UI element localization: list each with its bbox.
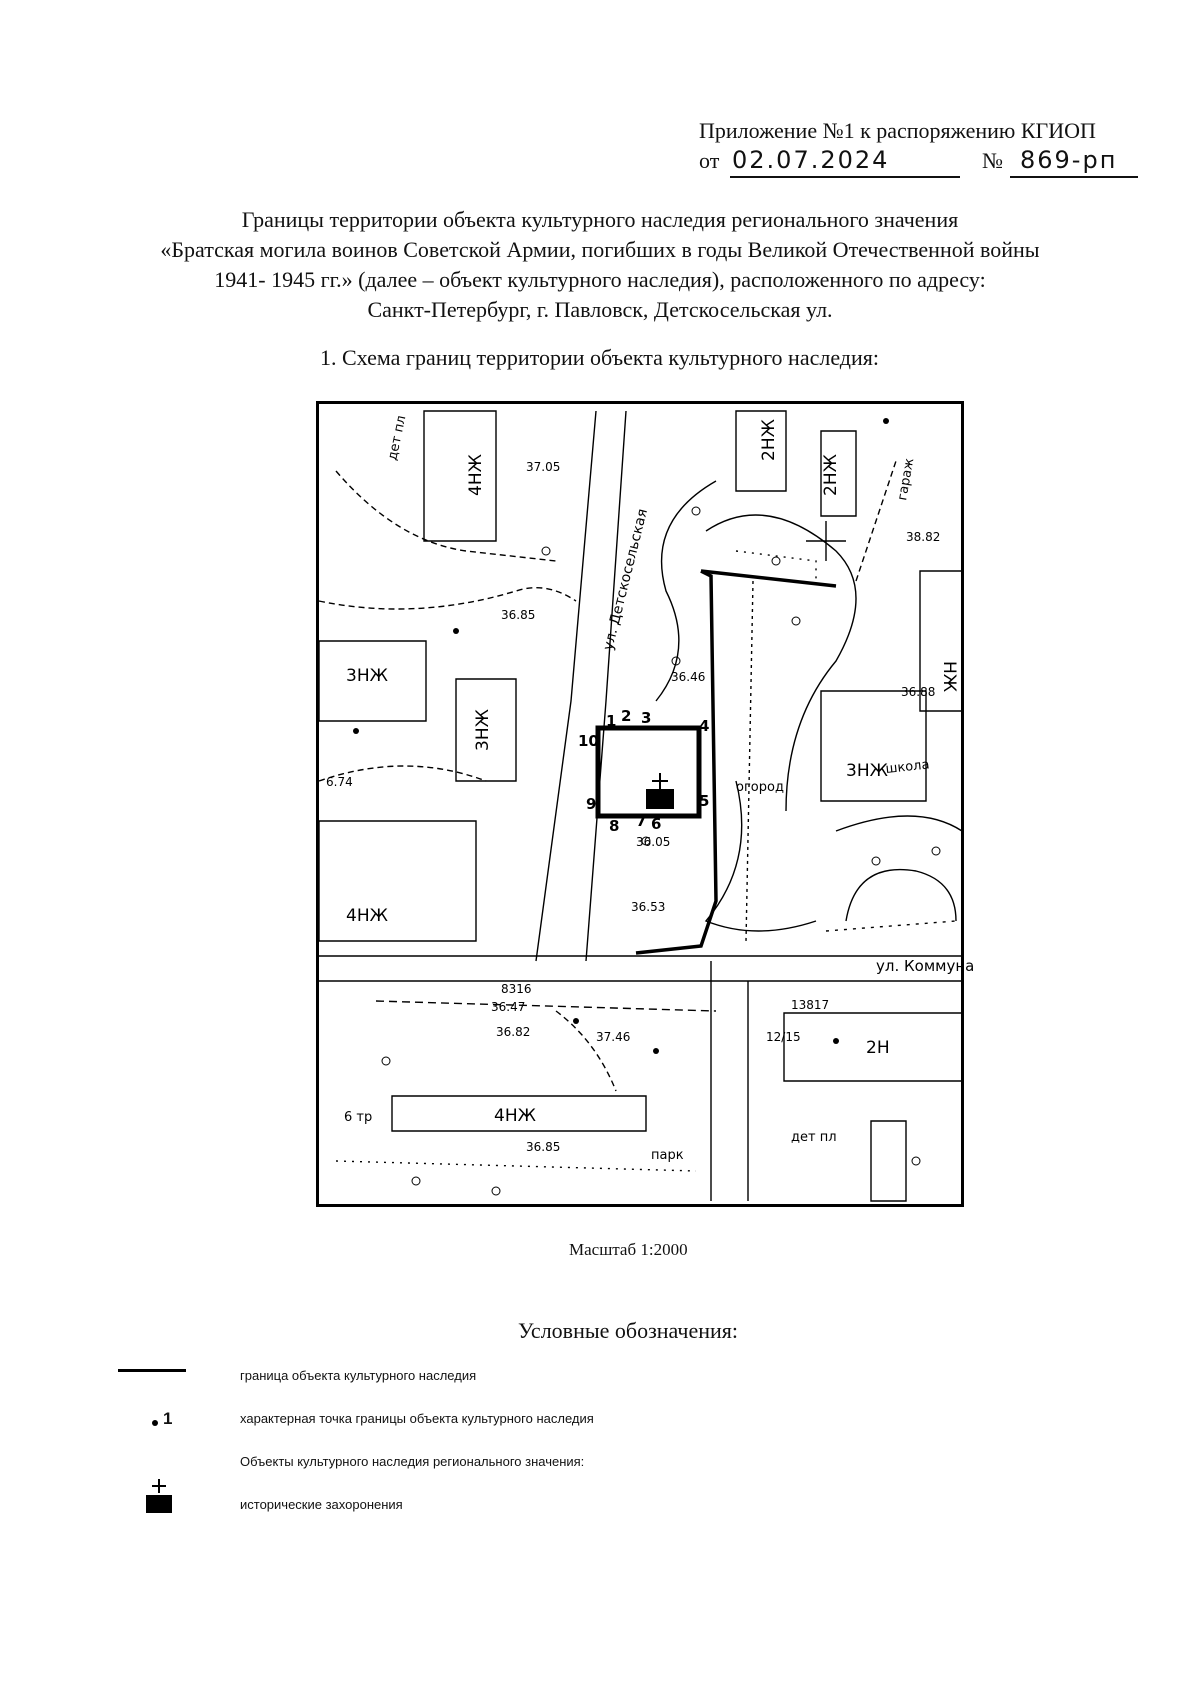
legend-point-symbol [152, 1420, 158, 1426]
elevation-mark: 8316 [501, 982, 532, 996]
elevation-mark: 36.88 [901, 685, 936, 699]
elevation-mark: 13817 [791, 998, 830, 1012]
boundary-point-label: 1 [606, 712, 617, 730]
boundary-point-label: 3 [641, 709, 652, 727]
legend-heading: Условные обозначения: [518, 1318, 739, 1343]
title-line-4: Санкт-Петербург, г. Павловск, Детскосельская ул. [367, 297, 833, 322]
place-label: школа [884, 757, 931, 777]
elevation-mark: 12/15 [766, 1030, 801, 1044]
title-line-3: 1941- 1945 гг.» (далее – объект культурного наследия), расположенного по адресу: [214, 267, 986, 292]
elevation-mark: 37.05 [526, 460, 561, 474]
building-label: 3НЖ [846, 761, 888, 781]
building-label: 2НЖ [821, 454, 841, 496]
order-number: 869-рп [1020, 146, 1118, 174]
legend-item-heritage-objects: Объекты культурного наследия регионального значения: [240, 1454, 585, 1469]
building-label: 2НЖ [759, 419, 779, 461]
street-label-kommuna: ул. Коммуна [876, 957, 975, 975]
legend-line-symbol [118, 1369, 186, 1372]
elevation-mark: 36.53 [631, 900, 666, 914]
elevation-mark: 36.85 [526, 1140, 561, 1154]
place-label: парк [651, 1148, 684, 1163]
legend-point-marker: 1 [163, 1409, 173, 1428]
document-title [60, 205, 1140, 325]
building-label: 4НЖ [494, 1106, 536, 1126]
elevation-mark: 38.82 [906, 530, 941, 544]
boundary-point-label: 7 [636, 812, 647, 830]
building-label: 4НЖ [346, 906, 388, 926]
section-heading: 1. Схема границ территории объекта культурного наследия: [320, 345, 880, 370]
boundary-point-label: 4 [699, 717, 710, 735]
elevation-mark: 37.46 [596, 1030, 631, 1044]
place-label: гараж [895, 457, 918, 502]
building-label: 2Н [866, 1038, 890, 1058]
building-label: 3НЖ [346, 666, 388, 686]
scale-label: Масштаб 1:2000 [569, 1240, 688, 1259]
boundary-point-label: 2 [621, 707, 632, 725]
boundary-point-label: 5 [699, 792, 710, 810]
title-line-2: «Братская могила воинов Советской Армии, погибших в годы Великой Отечественной войны [160, 237, 1040, 262]
boundary-point-label: 6 [651, 815, 662, 833]
order-date: 02.07.2024 [732, 146, 890, 174]
boundary-point-label: 9 [586, 795, 597, 813]
street-label-detskoselskaya: ул. Детскосельская [600, 507, 652, 652]
place-label: дет пл [385, 414, 410, 462]
elevation-mark: 36.47 [491, 1000, 526, 1014]
boundary-point-label: 10 [578, 732, 599, 750]
annex-heading: Приложение №1 к распоряжению КГИОП [699, 118, 1096, 143]
burial-symbol-on-map [646, 789, 674, 809]
title-line-1: Границы территории объекта культурного наследия регионального значения [241, 207, 959, 232]
boundary-scheme-map [316, 401, 975, 1207]
elevation-mark: 6.74 [326, 775, 353, 789]
legend-item-point: характерная точка границы объекта культурного наследия [240, 1411, 594, 1426]
burial-icon [141, 1477, 177, 1517]
elevation-mark: 36.85 [501, 608, 536, 622]
boundary-point-label: 8 [609, 817, 620, 835]
number-underline [1010, 176, 1138, 178]
building-label: НЖ [939, 661, 959, 693]
number-prefix: № [982, 148, 1003, 173]
elevation-mark: 36.46 [671, 670, 706, 684]
building-label: 3НЖ [473, 709, 493, 751]
place-label: дет пл [791, 1130, 837, 1145]
building-label: 4НЖ [466, 454, 486, 496]
place-label: 6 тр [344, 1110, 373, 1125]
from-prefix: от [699, 148, 720, 173]
elevation-mark: 36.05 [636, 835, 671, 849]
legend-item-boundary: граница объекта культурного наследия [240, 1368, 477, 1383]
date-underline [730, 176, 960, 178]
place-label: огород [736, 780, 784, 795]
elevation-mark: 36.82 [496, 1025, 531, 1039]
legend-item-burials: исторические захоронения [240, 1497, 403, 1512]
